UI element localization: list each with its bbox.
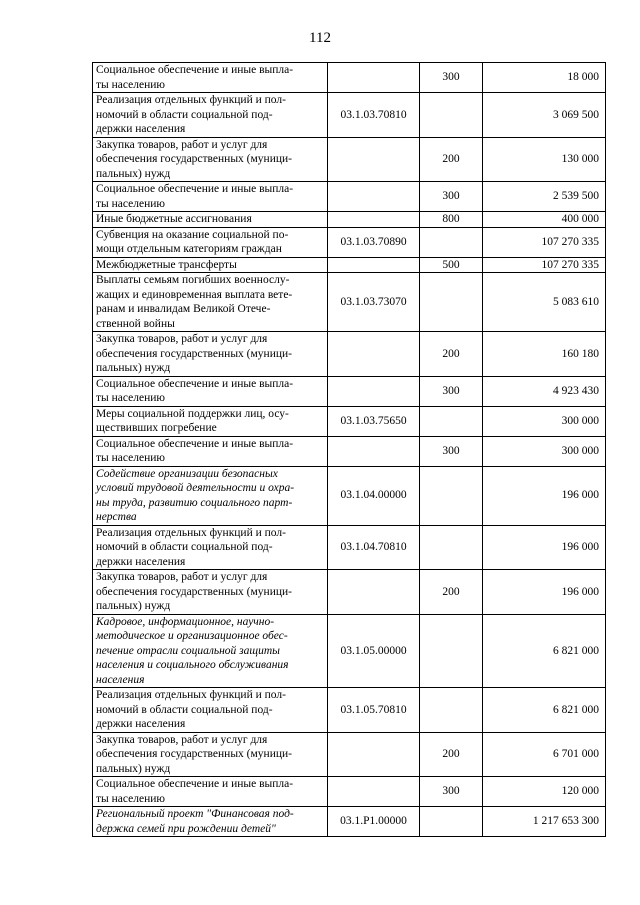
row-name-cell: Содействие организации безопасных условий трудовой деятельности и охра- ны труда, развитию социального парт- нерства [93,466,328,525]
row-name-cell: Региональный проект "Финансовая под- держка семей при рождении детей" [93,807,328,837]
row-name-cell: Закупка товаров, работ и услуг для обеспечения государственных (муници- пальных) нужд [93,570,328,615]
row-name-cell: Субвенция на оказание социальной по- мощи отдельным категориям граждан [93,227,328,257]
row-amount-cell: 300 000 [483,436,606,466]
row-amount-cell: 130 000 [483,137,606,182]
row-name-cell: Закупка товаров, работ и услуг для обеспечения государственных (муници- пальных) нужд [93,137,328,182]
row-amount-cell: 196 000 [483,570,606,615]
row-expense-type-cell [420,406,483,436]
row-code-cell [328,570,420,615]
row-expense-type-cell: 300 [420,63,483,93]
row-name-cell: Социальное обеспечение и иные выпла- ты населению [93,63,328,93]
row-name-cell: Межбюджетные трансферты [93,257,328,273]
row-amount-cell: 160 180 [483,332,606,377]
row-code-cell: 03.1.04.00000 [328,466,420,525]
row-code-cell [328,436,420,466]
table-row [93,137,606,182]
row-amount-cell: 196 000 [483,525,606,570]
table-row [93,777,606,807]
table-row [93,525,606,570]
row-name-cell: Меры социальной поддержки лиц, осу- ществивших погребение [93,406,328,436]
table-row [93,406,606,436]
row-amount-cell: 2 539 500 [483,182,606,212]
row-amount-cell: 6 701 000 [483,732,606,777]
table-row [93,570,606,615]
row-name-cell: Реализация отдельных функций и пол- номочий в области социальной под- держки населения [93,525,328,570]
row-expense-type-cell [420,688,483,733]
row-code-cell [328,332,420,377]
table-row [93,466,606,525]
table-row [93,688,606,733]
row-name-cell: Выплаты семьям погибших военнослу- жащих и единовременная выплата вете- ранам и инвалидам Великой Отече- ственной войны [93,273,328,332]
row-expense-type-cell [420,614,483,688]
row-name-cell: Реализация отдельных функций и пол- номочий в области социальной под- держки населения [93,688,328,733]
row-amount-cell: 4 923 430 [483,376,606,406]
row-expense-type-cell [420,273,483,332]
row-expense-type-cell: 300 [420,182,483,212]
table-body [93,63,606,837]
row-expense-type-cell: 300 [420,777,483,807]
row-name-cell: Социальное обеспечение и иные выпла- ты населению [93,777,328,807]
row-name-cell: Реализация отдельных функций и пол- номочий в области социальной под- держки населения [93,93,328,138]
table-row [93,63,606,93]
table-row [93,614,606,688]
row-amount-cell: 120 000 [483,777,606,807]
row-expense-type-cell: 200 [420,570,483,615]
row-code-cell [328,376,420,406]
row-code-cell: 03.1.03.70810 [328,93,420,138]
row-name-cell: Закупка товаров, работ и услуг для обеспечения государственных (муници- пальных) нужд [93,732,328,777]
row-name-cell: Иные бюджетные ассигнования [93,212,328,228]
table-row [93,807,606,837]
row-code-cell [328,732,420,777]
row-amount-cell: 5 083 610 [483,273,606,332]
row-amount-cell: 300 000 [483,406,606,436]
table-row [93,436,606,466]
row-expense-type-cell: 800 [420,212,483,228]
row-amount-cell: 1 217 653 300 [483,807,606,837]
row-amount-cell: 6 821 000 [483,614,606,688]
table-row [93,273,606,332]
row-amount-cell: 18 000 [483,63,606,93]
row-expense-type-cell: 300 [420,436,483,466]
row-amount-cell: 3 069 500 [483,93,606,138]
row-name-cell: Социальное обеспечение и иные выпла- ты населению [93,436,328,466]
row-expense-type-cell: 200 [420,332,483,377]
row-code-cell [328,137,420,182]
table-row [93,227,606,257]
row-expense-type-cell: 300 [420,376,483,406]
row-code-cell [328,182,420,212]
row-name-cell: Социальное обеспечение и иные выпла- ты населению [93,376,328,406]
row-amount-cell: 196 000 [483,466,606,525]
row-code-cell [328,257,420,273]
row-code-cell: 03.1.05.00000 [328,614,420,688]
row-code-cell: 03.1.03.75650 [328,406,420,436]
row-name-cell: Закупка товаров, работ и услуг для обеспечения государственных (муници- пальных) нужд [93,332,328,377]
page-number: 112 [309,30,331,46]
row-expense-type-cell: 200 [420,137,483,182]
row-name-cell: Кадровое, информационное, научно- методическое и организационное обес- печение отрасли социальной защиты населения и социального обслуживания населения [93,614,328,688]
row-amount-cell: 107 270 335 [483,227,606,257]
row-code-cell: 03.1.03.70890 [328,227,420,257]
row-code-cell [328,777,420,807]
row-code-cell: 03.1.P1.00000 [328,807,420,837]
table-row [93,732,606,777]
row-expense-type-cell [420,466,483,525]
budget-table [92,62,606,837]
row-expense-type-cell [420,807,483,837]
table-row [93,257,606,273]
row-code-cell [328,212,420,228]
table-row [93,332,606,377]
row-code-cell: 03.1.03.73070 [328,273,420,332]
table-row [93,212,606,228]
row-code-cell [328,63,420,93]
row-amount-cell: 400 000 [483,212,606,228]
row-expense-type-cell [420,525,483,570]
table-row [93,182,606,212]
row-name-cell: Социальное обеспечение и иные выпла- ты населению [93,182,328,212]
row-expense-type-cell [420,93,483,138]
row-amount-cell: 6 821 000 [483,688,606,733]
row-expense-type-cell: 500 [420,257,483,273]
table-row [93,376,606,406]
row-expense-type-cell: 200 [420,732,483,777]
table-row [93,93,606,138]
row-code-cell: 03.1.04.70810 [328,525,420,570]
row-code-cell: 03.1.05.70810 [328,688,420,733]
row-amount-cell: 107 270 335 [483,257,606,273]
row-expense-type-cell [420,227,483,257]
